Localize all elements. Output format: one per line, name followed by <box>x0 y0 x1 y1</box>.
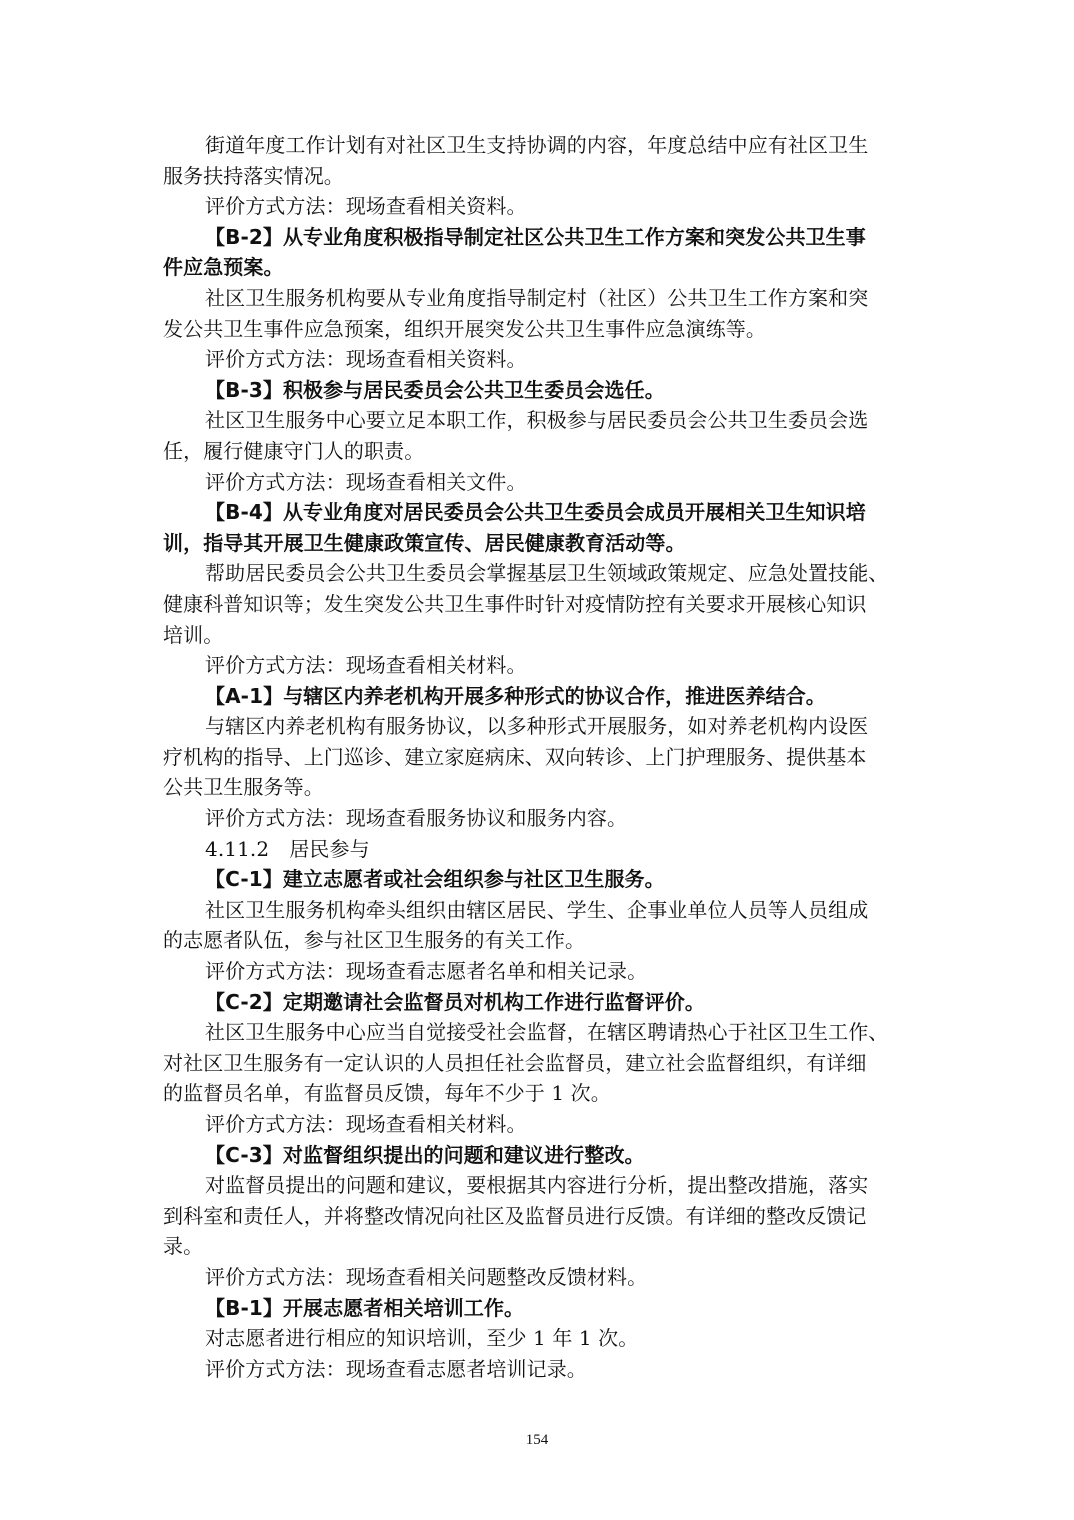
text-line: 疗机构的指导、上门巡诊、建立家庭病床、双向转诊、上门护理服务、提供基本 <box>163 744 867 769</box>
text-line: 4.11.2 居民参与 <box>205 836 370 861</box>
clause-heading-line: 【B-1】开展志愿者相关培训工作。 <box>205 1295 525 1320</box>
text-line: 评价方式方法：现场查看相关资料。 <box>205 194 527 219</box>
text-line: 到科室和责任人，并将整改情况向社区及监督员进行反馈。有详细的整改反馈记 <box>163 1203 867 1228</box>
text-line: 与辖区内养老机构有服务协议，以多种形式开展服务，如对养老机构内设医 <box>205 714 869 739</box>
clause-heading-line: 训，指导其开展卫生健康政策宣传、居民健康教育活动等。 <box>163 530 686 555</box>
text-line: 对社区卫生服务有一定认识的人员担任社会监督员，建立社会监督组织，有详细 <box>163 1050 867 1075</box>
text-line: 的监督员名单，有监督员反馈，每年不少于 1 次。 <box>163 1081 611 1106</box>
text-line: 公共卫生服务等。 <box>163 775 324 800</box>
text-line: 的志愿者队伍，参与社区卫生服务的有关工作。 <box>163 928 586 953</box>
text-line: 培训。 <box>163 622 224 647</box>
clause-heading-line: 【B-2】从专业角度积极指导制定社区公共卫生工作方案和突发公共卫生事 <box>205 224 866 249</box>
text-line: 评价方式方法：现场查看相关资料。 <box>205 347 527 372</box>
text-line: 评价方式方法：现场查看相关材料。 <box>205 1112 527 1136</box>
text-line: 对监督员提出的问题和建议，要根据其内容进行分析，提出整改措施，落实 <box>205 1173 869 1198</box>
clause-heading-line: 【B-4】从专业角度对居民委员会公共卫生委员会成员开展相关卫生知识培 <box>205 500 866 525</box>
text-line: 评价方式方法：现场查看志愿者培训记录。 <box>205 1356 587 1381</box>
clause-heading-line: 【A-1】与辖区内养老机构开展多种形式的协议合作，推进医养结合。 <box>205 683 826 708</box>
text-line: 服务扶持落实情况。 <box>163 163 344 188</box>
text-line: 评价方式方法：现场查看相关文件。 <box>205 469 527 494</box>
clause-heading-line: 【B-3】积极参与居民委员会公共卫生委员会选任。 <box>205 377 665 402</box>
text-line: 任，履行健康守门人的职责。 <box>163 438 425 463</box>
text-line: 对志愿者进行相应的知识培训，至少 1 年 1 次。 <box>205 1326 639 1351</box>
page-number: 154 <box>525 1432 549 1448</box>
clause-heading-line: 【C-3】对监督组织提出的问题和建议进行整改。 <box>205 1142 645 1167</box>
text-line: 评价方式方法：现场查看志愿者名单和相关记录。 <box>205 959 648 984</box>
text-line: 社区卫生服务中心要立足本职工作，积极参与居民委员会公共卫生委员会选 <box>205 408 869 433</box>
clause-heading-line: 【C-1】建立志愿者或社会组织参与社区卫生服务。 <box>205 867 665 892</box>
text-line: 街道年度工作计划有对社区卫生支持协调的内容，年度总结中应有社区卫生 <box>205 133 869 157</box>
text-line: 帮助居民委员会公共卫生委员会掌握基层卫生领域政策规定、应急处置技能、 <box>205 561 889 586</box>
text-line: 社区卫生服务机构牵头组织由辖区居民、学生、企事业单位人员等人员组成 <box>205 897 869 922</box>
text-line: 健康科普知识等；发生突发公共卫生事件时针对疫情防控有关要求开展核心知识 <box>163 591 867 616</box>
text-line: 社区卫生服务机构要从专业角度指导制定村（社区）公共卫生工作方案和突 <box>205 285 869 310</box>
text-line: 社区卫生服务中心应当自觉接受社会监督，在辖区聘请热心于社区卫生工作、 <box>205 1020 889 1045</box>
clause-heading-line: 【C-2】定期邀请社会监督员对机构工作进行监督评价。 <box>205 989 705 1014</box>
text-line: 发公共卫生事件应急预案，组织开展突发公共卫生事件应急演练等。 <box>163 316 766 341</box>
clause-heading-line: 件应急预案。 <box>163 255 284 280</box>
text-line: 评价方式方法：现场查看相关问题整改反馈材料。 <box>205 1264 648 1289</box>
text-line: 评价方式方法：现场查看服务协议和服务内容。 <box>205 806 628 831</box>
body-text <box>163 130 915 1384</box>
text-line: 录。 <box>163 1234 204 1259</box>
text-line: 评价方式方法：现场查看相关材料。 <box>205 653 527 678</box>
